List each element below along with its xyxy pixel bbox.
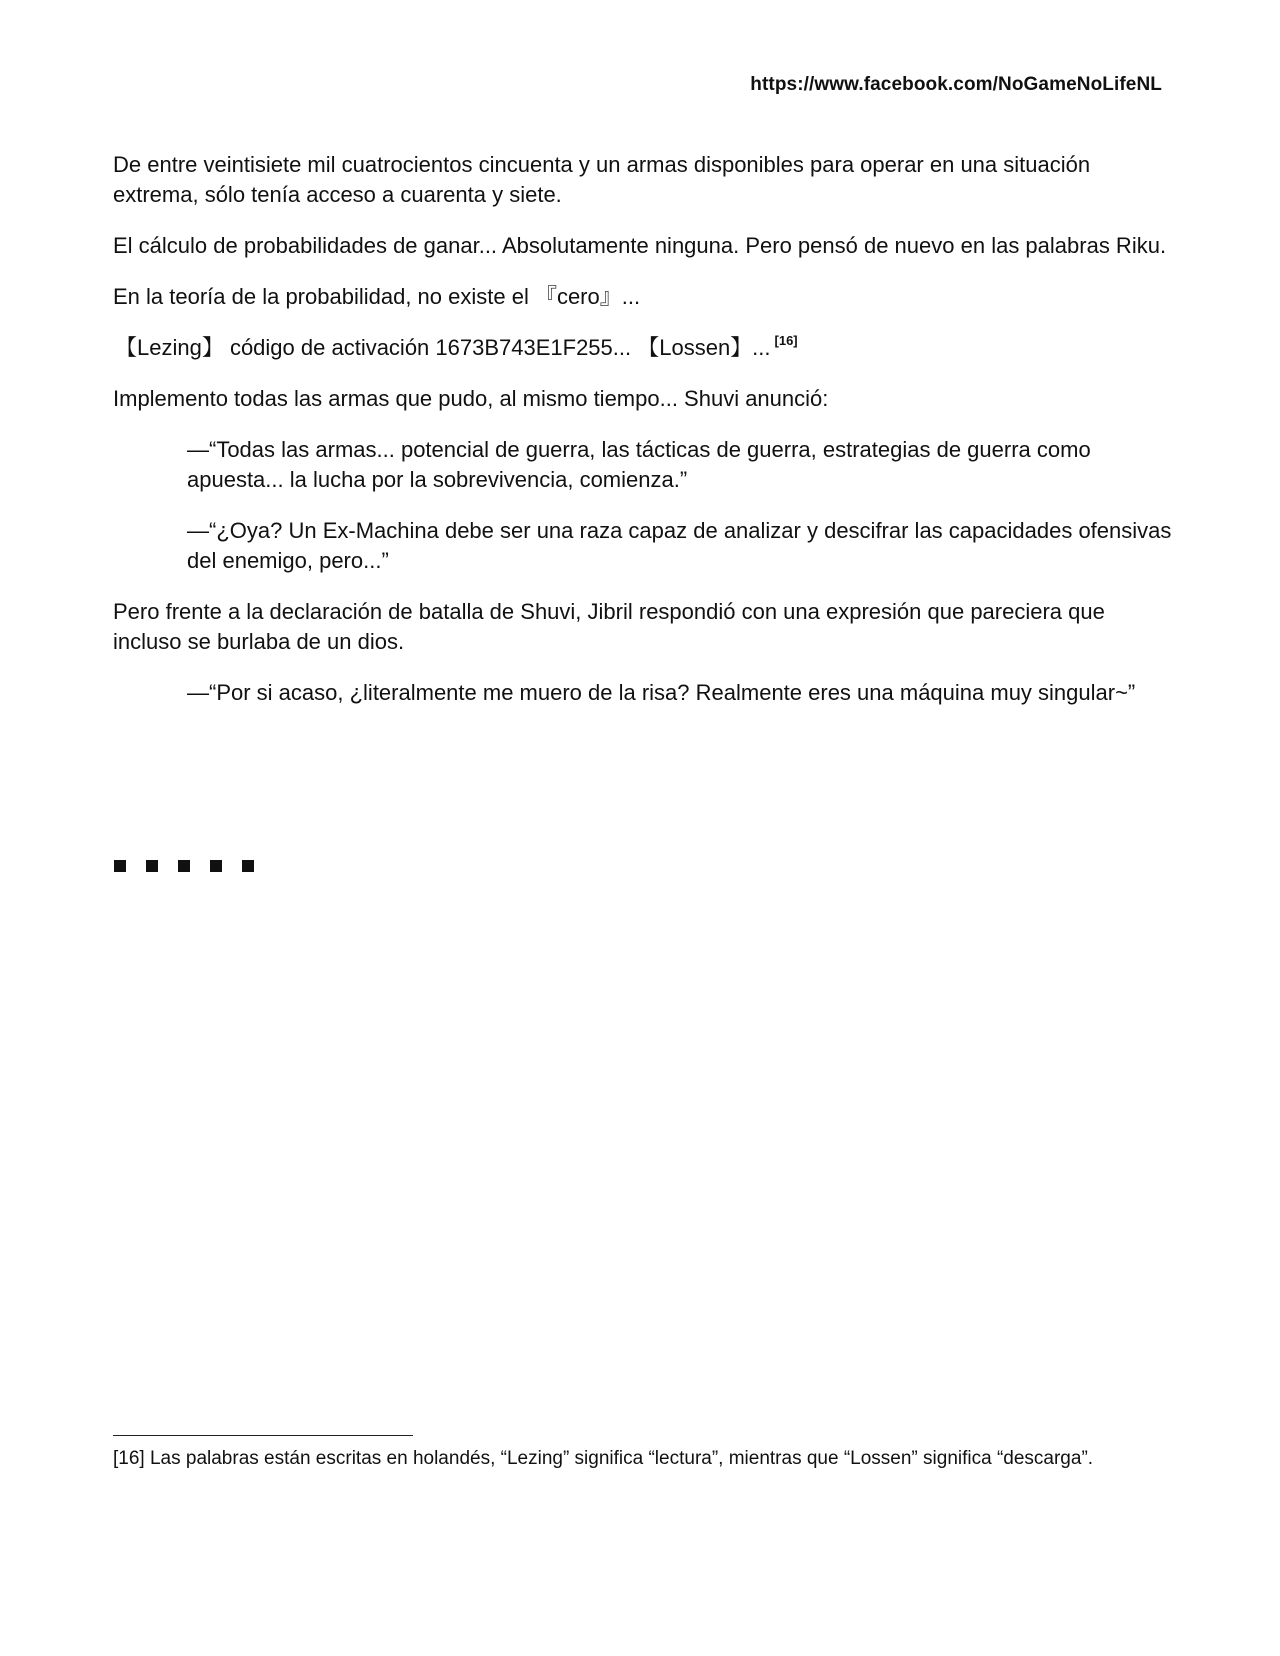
paragraph-declaracion: Pero frente a la declaración de batalla de Shuvi, Jibril respondió con una expresión que pareciera que incluso se burlaba de un dios. bbox=[113, 599, 1105, 654]
footnote-ref[interactable]: [16] bbox=[774, 333, 798, 348]
body-text bbox=[113, 150, 1173, 729]
footnote-divider bbox=[113, 1435, 413, 1436]
separator-square bbox=[242, 860, 254, 872]
paragraph-implemento: Implemento todas las armas que pudo, al mismo tiempo... Shuvi anunció: bbox=[113, 386, 829, 411]
separator-square bbox=[114, 860, 126, 872]
paragraph-armas: De entre veintisiete mil cuatrocientos cincuenta y un armas disponibles para operar en una situación extrema, sólo tenía acceso a cuarenta y siete. bbox=[113, 152, 1091, 207]
header-url: https://www.facebook.com/NoGameNoLifeNL bbox=[750, 74, 1162, 95]
section-separator bbox=[114, 860, 254, 872]
separator-square bbox=[210, 860, 222, 872]
paragraph-teoria: En la teoría de la probabilidad, no existe el 『cero』... bbox=[113, 284, 641, 309]
dialogue-shuvi: —“Todas las armas... potencial de guerra, las tácticas de guerra, estrategias de guerra como apuesta... la lucha por la sobrevivencia, comienza.” bbox=[187, 437, 1091, 492]
separator-square bbox=[146, 860, 158, 872]
footnote-16: [16] Las palabras están escritas en holandés, “Lezing” significa “lectura”, mientras que “Lossen” significa “descarga”. bbox=[113, 1448, 1094, 1469]
activation-code-line bbox=[115, 333, 1173, 363]
dialogue-jibril-risa: —“Por si acaso, ¿literalmente me muero de la risa? Realmente eres una máquina muy singular~” bbox=[187, 680, 1136, 705]
separator-square bbox=[178, 860, 190, 872]
paragraph-calculo: El cálculo de probabilidades de ganar... Absolutamente ninguna. Pero pensó de nuevo en las palabras Riku. bbox=[113, 233, 1167, 258]
dialogue-jibril-oya: —“¿Oya? Un Ex-Machina debe ser una raza capaz de analizar y descifrar las capacidades ofensivas del enemigo, pero...” bbox=[187, 518, 1172, 573]
activation-code-text: 【Lezing】 código de activación 1673B743E1F255... 【Lossen】... bbox=[115, 335, 771, 360]
